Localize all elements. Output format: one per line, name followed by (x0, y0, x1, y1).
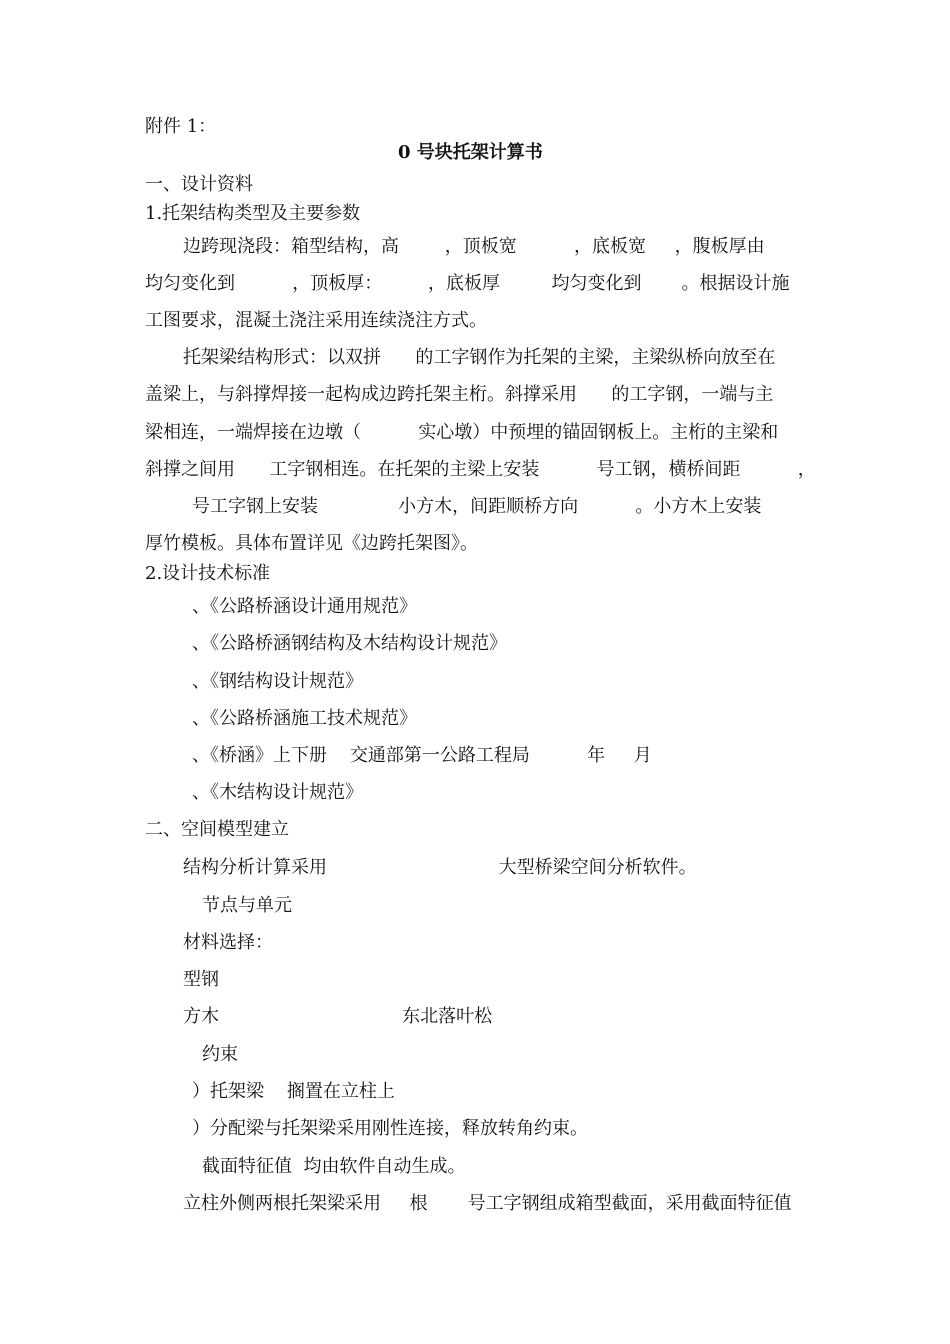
body-line: 立柱外侧两根托架梁采用 根 号工字钢组成箱型截面，采用截面特征值 (183, 1193, 792, 1214)
paragraph-line: 号工字钢上安装 小方木，间距顺桥方向 。小方木上安装 (192, 496, 762, 517)
body-line: 截面特征值 均由软件自动生成。 (202, 1156, 466, 1177)
paragraph-line: 均匀变化到 ，顶板厚： ，底板厚 均匀变化到 。根据设计施 (145, 273, 790, 294)
standard-item: 、《公路桥涵施工技术规范》 (192, 708, 417, 729)
paragraph-line: 边跨现浇段：箱型结构，高 ，顶板宽 ，底板宽 ，腹板厚由 (183, 236, 765, 257)
section-2-heading: 二、空间模型建立 (145, 819, 289, 840)
standard-item: 、《木结构设计规范》 (192, 782, 363, 803)
paragraph-line: 梁相连，一端焊接在边墩（ 实心墩）中预埋的锚固钢板上。主桁的主梁和 (145, 422, 779, 443)
paragraph-line: 工图要求，混凝土浇注采用连续浇注方式。 (145, 310, 487, 331)
subsection-2-heading: 2.设计技术标准 (145, 563, 271, 584)
paragraph-line: 托架梁结构形式：以双拼 的工字钢作为托架的主梁，主梁纵桥向放至在 (183, 347, 776, 368)
body-line: 材料选择： (183, 932, 273, 953)
body-line: ）托架梁 搁置在立柱上 (192, 1081, 395, 1102)
subsection-1-heading: 1.托架结构类型及主要参数 (145, 203, 361, 224)
paragraph-line: 厚竹模板。具体布置详见《边跨托架图》。 (145, 533, 478, 554)
standard-item: 、《公路桥涵钢结构及木结构设计规范》 (192, 633, 507, 654)
body-line: 节点与单元 (202, 895, 292, 916)
paragraph-line: 盖梁上，与斜撑焊接一起构成边跨托架主桁。斜撑采用 的工字钢，一端与主 (145, 384, 774, 405)
body-line: ）分配梁与托架梁采用刚性连接，释放转角约束。 (192, 1118, 588, 1139)
paragraph-line: 斜撑之间用 工字钢相连。在托架的主梁上安装 号工钢，横桥间距 ， (145, 459, 816, 480)
document-title: 0 号块托架计算书 (398, 142, 543, 163)
body-line: 方木 东北落叶松 (183, 1006, 493, 1027)
standard-item: 、《桥涵》上下册 交通部第一公路工程局 年 月 (192, 745, 652, 766)
body-line: 型钢 (183, 969, 219, 990)
attachment-label: 附件 1： (145, 116, 217, 137)
body-line: 约束 (202, 1044, 238, 1065)
section-1-heading: 一、设计资料 (145, 174, 253, 195)
body-line: 结构分析计算采用 大型桥梁空间分析软件。 (183, 857, 697, 878)
standard-item: 、《钢结构设计规范》 (192, 671, 363, 692)
standard-item: 、《公路桥涵设计通用规范》 (192, 596, 417, 617)
